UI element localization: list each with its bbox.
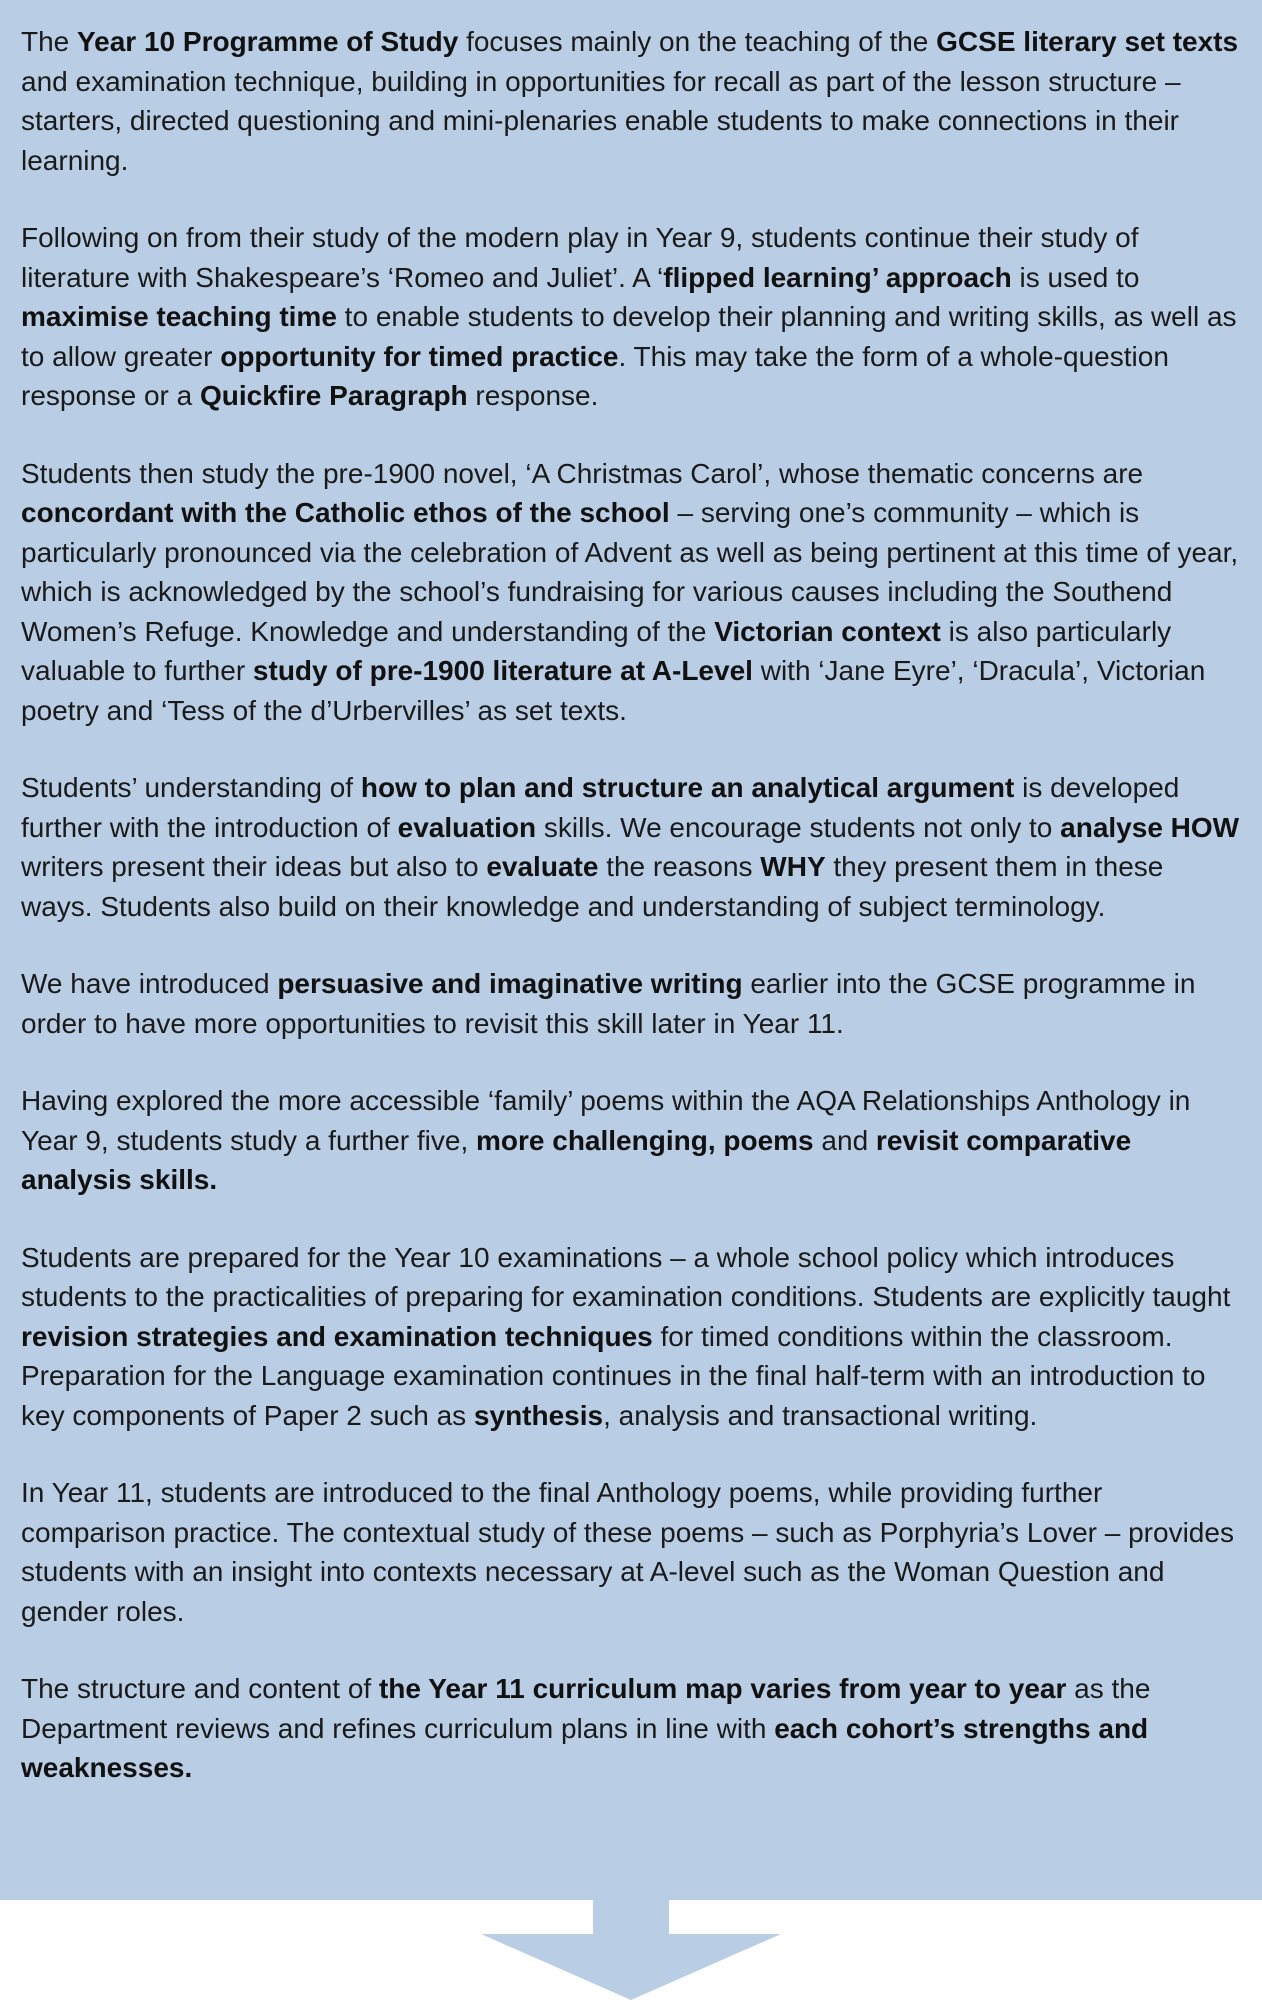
text-run: The <box>21 26 78 57</box>
text-run: with ‘Jane Eyre’, ‘Dracula’, Victorian poetry and ‘Tess of the d’Urbervilles’ as set texts. <box>21 655 1206 726</box>
bold-text: synthesis <box>473 1399 604 1431</box>
bold-text: concordant with the Catholic ethos of the school <box>21 497 670 528</box>
text-run: writers present their ideas but also to <box>21 851 487 882</box>
bold-text: analyse HOW <box>1060 811 1240 843</box>
bold-text: more challenging, poems <box>476 1124 814 1156</box>
text-run: and examination technique, building in opportunities for recall as part of the lesson structure – starters, directed questioning and mini-plenaries enable students to make connections in their learning. <box>21 65 1181 176</box>
text-run: – serving one’s community – which is particularly pronounced via the celebration of Advent as well as being pertinent at this time of year, which is acknowledged by the school’s fundraising for various causes including the Southend Women’s Refuge. Knowledge and understanding of the <box>21 497 1239 647</box>
text-run: In Year 11, students are introduced to the final Anthology poems, while providing further comparison practice. The contextual study of these poems – such as Porphyria’s Lover – provides students with an insight into contexts necessary at A-level such as the Woman Question and gender roles. <box>21 1477 1234 1627</box>
bold-text: evaluate <box>486 851 599 882</box>
text-run: Students are prepared for the Year 10 examinations – a whole school policy which introduces students to the practicalities of preparing for examination conditions. Students are explicitly taught <box>21 1241 1231 1312</box>
text-run: response. <box>467 380 599 411</box>
text-run: The structure and content of <box>21 1673 379 1704</box>
text-run: , analysis and transactional writing. <box>603 1399 1038 1431</box>
text-run: . This may take the form of a whole-question response or a <box>21 340 1169 411</box>
paragraph <box>21 1238 1240 1436</box>
text-run: to enable students to develop their planning and writing skills, as well as to allow greater <box>21 301 1237 372</box>
bold-text: Victorian context <box>714 615 941 647</box>
bold-text: persuasive and imaginative writing <box>277 968 743 999</box>
paragraph <box>21 1473 1240 1631</box>
bold-text: the Year 11 curriculum map varies from year to year <box>378 1673 1067 1704</box>
down-arrow-icon <box>0 1900 1262 2000</box>
bold-text: Quickfire Paragraph <box>200 380 468 411</box>
paragraph <box>21 768 1240 926</box>
bold-text: maximise teaching time <box>21 301 337 332</box>
text-run: is used to <box>1011 261 1140 293</box>
text-run: Following on from their study of the modern play in Year 9, students continue their study of literature with Shakespeare’s ‘Romeo and Juliet’. A ‘ <box>21 222 1139 293</box>
paragraph <box>21 964 1240 1043</box>
text-run: and <box>813 1124 876 1156</box>
text-run: as the Department reviews and refines curriculum plans in line with <box>21 1673 1151 1744</box>
down-arrow-shape <box>481 1900 781 2000</box>
text-run: for timed conditions within the classroom. Preparation for the Language examination continues in the final half-term with an introduction to key components of Paper 2 such as <box>21 1320 1206 1431</box>
paragraph <box>21 1669 1240 1788</box>
bold-text: GCSE literary set texts <box>936 26 1239 57</box>
text-run: is also particularly valuable to further <box>21 615 1172 686</box>
bold-text: flipped learning’ approach <box>663 261 1012 293</box>
bold-text: study of pre-1900 literature at A-Level <box>252 655 753 686</box>
bold-text: each cohort’s strengths and weaknesses. <box>21 1712 1149 1783</box>
text-run: focuses mainly on the teaching of the <box>458 26 937 57</box>
text-run: is developed further with the introduction of <box>21 772 1180 843</box>
bold-text: how to plan and structure an analytical argument <box>360 772 1015 803</box>
bold-text: revisit comparative analysis skills. <box>21 1124 1132 1195</box>
paragraph <box>21 1081 1240 1200</box>
bold-text: revision strategies and examination techniques <box>21 1320 653 1352</box>
bold-text: Year 10 Programme of Study <box>77 26 459 57</box>
text-run: We have introduced <box>21 968 278 999</box>
text-run: the reasons <box>598 851 761 882</box>
bold-text: opportunity for timed practice <box>220 340 619 372</box>
text-run: earlier into the GCSE programme in order to have more opportunities to revisit this skill later in Year 11. <box>21 968 1196 1039</box>
text-run: skills. We encourage students not only to <box>536 811 1061 843</box>
bold-text: evaluation <box>397 811 537 843</box>
paragraph <box>21 218 1240 416</box>
paragraph <box>21 454 1240 731</box>
bold-text: WHY <box>760 851 826 882</box>
paragraph <box>21 22 1240 180</box>
text-run: Students’ understanding of <box>21 772 361 803</box>
text-run: Students then study the pre-1900 novel, ‘A Christmas Carol’, whose thematic concerns are <box>21 457 1144 489</box>
text-run: they present them in these ways. Students also build on their knowledge and understanding of subject terminology. <box>21 851 1164 922</box>
text-run: Having explored the more accessible ‘family’ poems within the AQA Relationships Anthology in Year 9, students study a further five, <box>21 1085 1191 1156</box>
